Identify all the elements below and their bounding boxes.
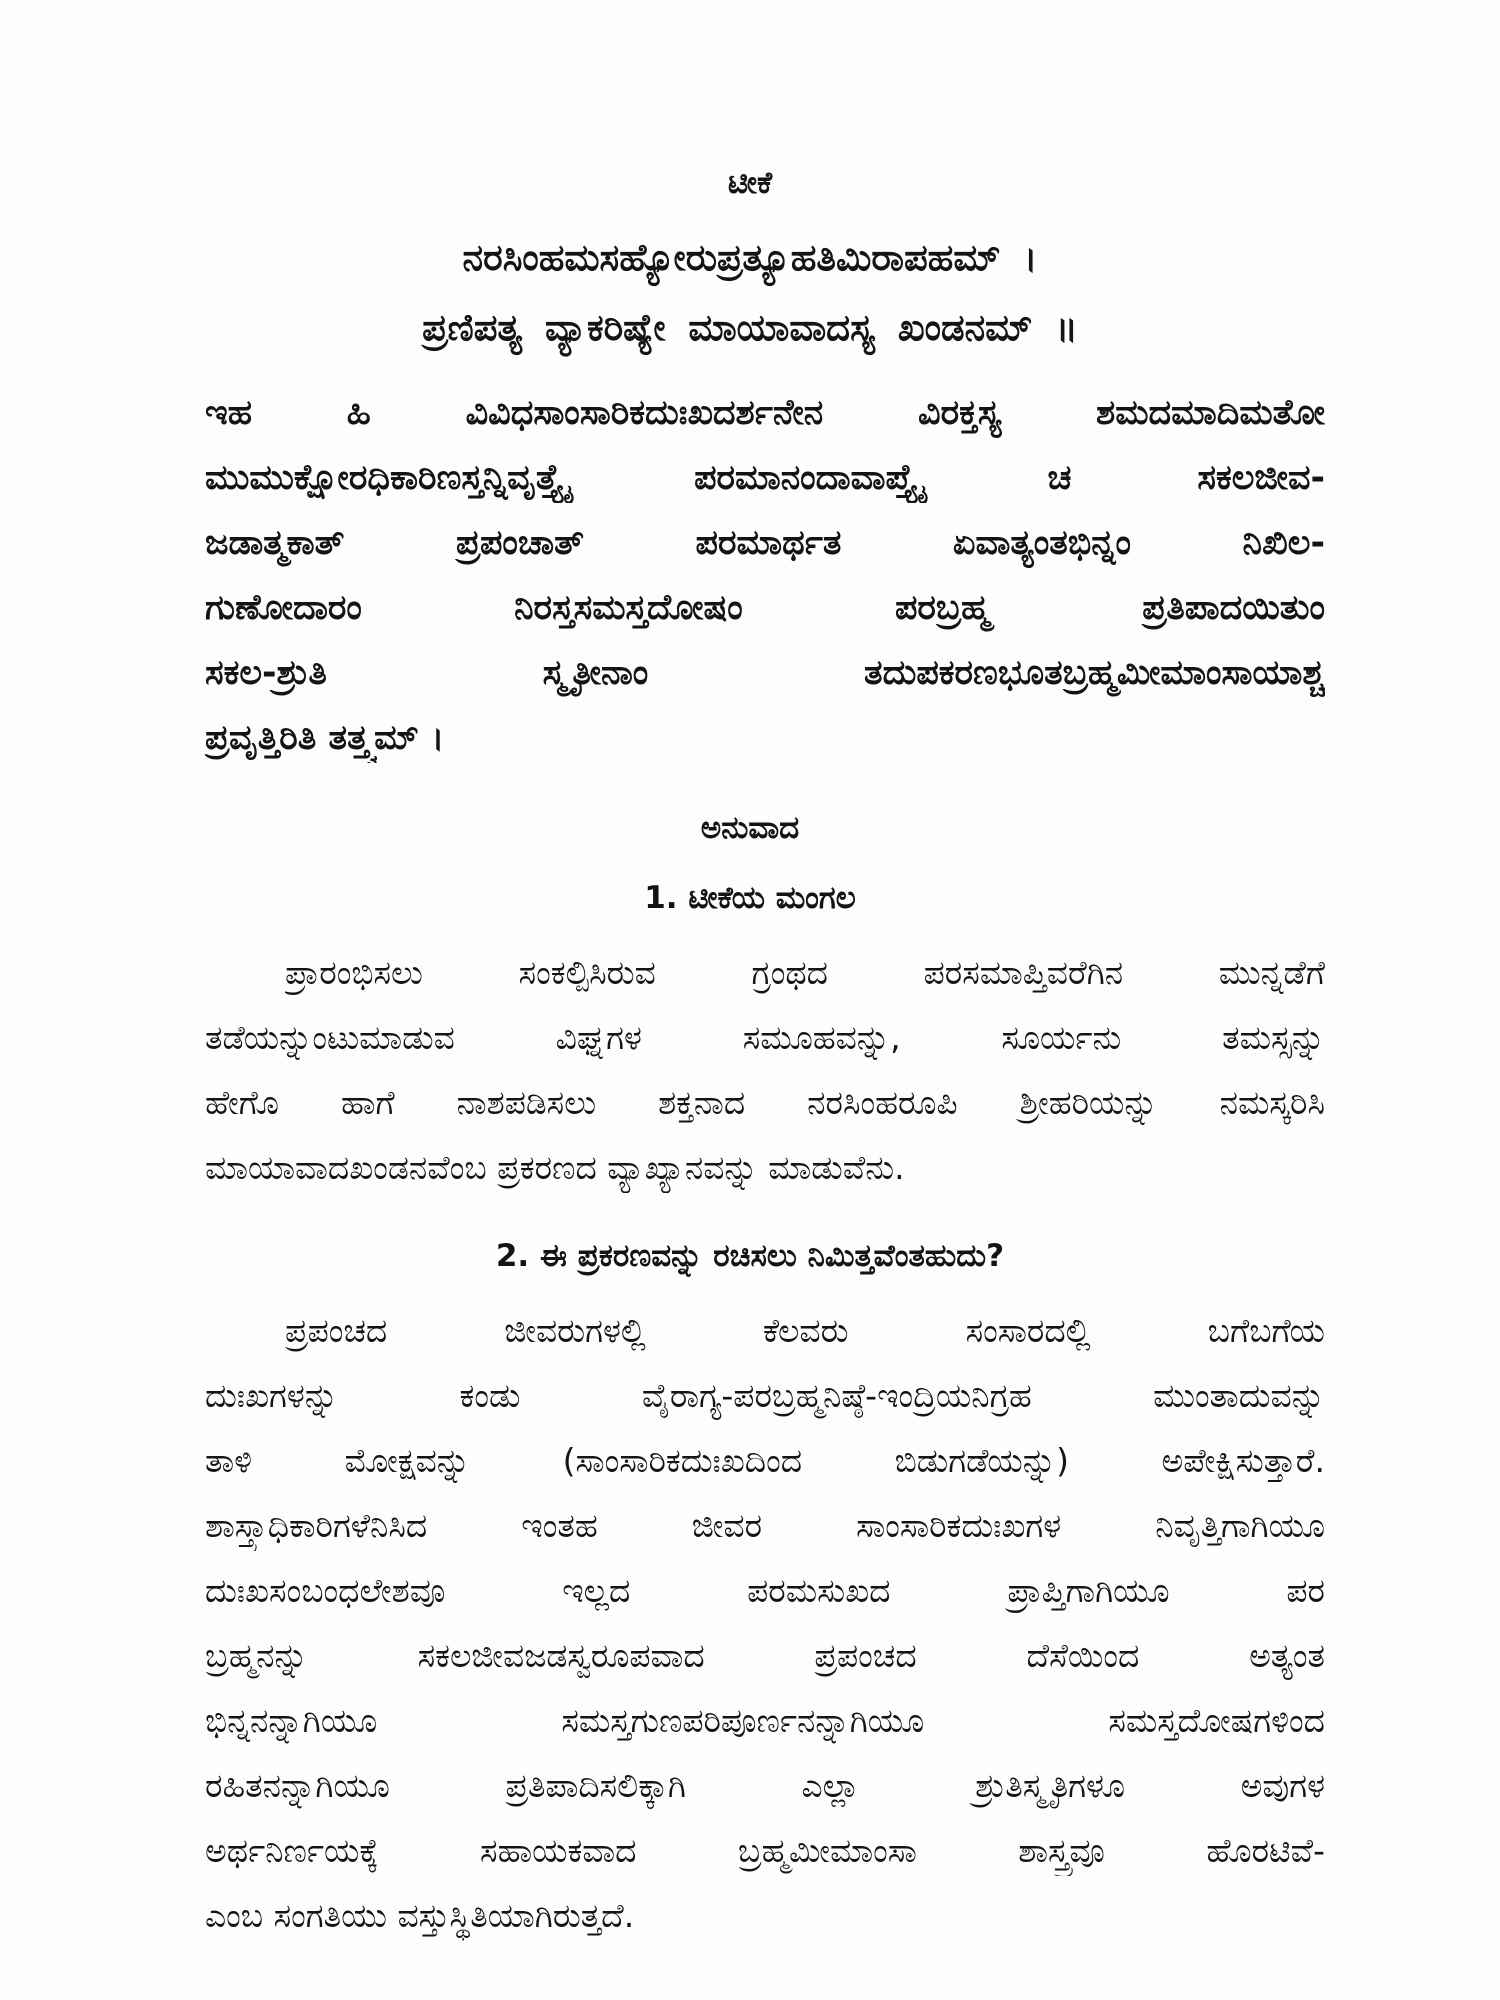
body-line: ಪ್ರಾರಂಭಿಸಲು ಸಂಕಲ್ಪಿಸಿರುವ ಗ್ರಂಥದ ಪರಸಮಾಪ್ತಿವರೆಗಿನ ಮುನ್ನಡೆಗೆ bbox=[285, 953, 1325, 992]
section-2-heading: 2. ಈ ಪ್ರಕರಣವನ್ನು ರಚಿಸಲು ನಿಮಿತ್ತವೆಂತಹುದು? bbox=[495, 1238, 1005, 1274]
commentary-line: ಮುಮುಕ್ಷೋರಧಿಕಾರಿಣಸ್ತನ್ನಿವೃತ್ತ್ಯೈ ಪರಮಾನಂದಾವಾಪ್ತ್ಯೈ ಚ ಸಕಲಜೀವ- bbox=[205, 458, 1325, 498]
body-line: ಎಂಬ ಸಂಗತಿಯು ವಸ್ತುಸ್ಥಿತಿಯಾಗಿರುತ್ತದೆ. bbox=[205, 1896, 635, 1935]
body-line: ಬ್ರಹ್ಮನನ್ನು ಸಕಲಜೀವಜಡಸ್ವರೂಪವಾದ ಪ್ರಪಂಚದ ದೆಸೆಯಿಂದ ಅತ್ಯಂತ bbox=[205, 1636, 1325, 1675]
commentary-line: ಸಕಲ-ಶ್ರುತಿ ಸ್ಮೃತೀನಾಂ ತದುಪಕರಣಭೂತಬ್ರಹ್ಮಮೀಮಾಂಸಾಯಾಶ್ಚ bbox=[205, 653, 1325, 693]
body-line: ದುಃಖಗಳನ್ನು ಕಂಡು ವೈರಾಗ್ಯ-ಪರಬ್ರಹ್ಮನಿಷ್ಠೆ-ಇಂದ್ರಿಯನಿಗ್ರಹ ಮುಂತಾದುವನ್ನು bbox=[205, 1376, 1325, 1415]
body-line: ತಾಳಿ ಮೋಕ್ಷವನ್ನು (ಸಾಂಸಾರಿಕದುಃಖದಿಂದ ಬಿಡುಗಡೆಯನ್ನು) ಅಪೇಕ್ಷಿಸುತ್ತಾರೆ. bbox=[205, 1441, 1325, 1480]
anuvada-heading: ಅನುವಾದ bbox=[700, 810, 800, 846]
commentary-line: ಪ್ರವೃತ್ತಿರಿತಿ ತತ್ತ್ವಮ್ । bbox=[205, 718, 445, 758]
body-line: ತಡೆಯನ್ನುಂಟುಮಾಡುವ ವಿಘ್ನಗಳ ಸಮೂಹವನ್ನು, ಸೂರ್ಯನು ತಮಸ್ಸನ್ನು bbox=[205, 1018, 1325, 1057]
commentary-line: ಇಹ ಹಿ ವಿವಿಧಸಾಂಸಾರಿಕದುಃಖದರ್ಶನೇನ ವಿರಕ್ತಸ್ಯ ಶಮದಮಾದಿಮತೋ bbox=[205, 393, 1325, 433]
body-line: ಹೇಗೊ ಹಾಗೆ ನಾಶಪಡಿಸಲು ಶಕ್ತನಾದ ನರಸಿಂಹರೂಪಿ ಶ್ರೀಹರಿಯನ್ನು ನಮಸ್ಕರಿಸಿ bbox=[205, 1083, 1325, 1122]
page-title: ಟೀಕೆ bbox=[727, 165, 773, 201]
body-line: ಶಾಸ್ತ್ರಾಧಿಕಾರಿಗಳೆನಿಸಿದ ಇಂತಹ ಜೀವರ ಸಾಂಸಾರಿಕದುಃಖಗಳ ನಿವೃತ್ತಿಗಾಗಿಯೂ bbox=[205, 1506, 1325, 1545]
section-1-heading: 1. ಟೀಕೆಯ ಮಂಗಲ bbox=[644, 880, 856, 916]
body-line: ದುಃಖಸಂಬಂಧಲೇಶವೂ ಇಲ್ಲದ ಪರಮಸುಖದ ಪ್ರಾಪ್ತಿಗಾಗಿಯೂ ಪರ bbox=[205, 1571, 1325, 1610]
commentary-line: ಜಡಾತ್ಮಕಾತ್ ಪ್ರಪಂಚಾತ್ ಪರಮಾರ್ಥತ ಏವಾತ್ಯಂತಭಿನ್ನಂ ನಿಖಿಲ- bbox=[205, 523, 1325, 563]
commentary-line: ಗುಣೋದಾರಂ ನಿರಸ್ತಸಮಸ್ತದೋಷಂ ಪರಬ್ರಹ್ಮ ಪ್ರತಿಪಾದಯಿತುಂ bbox=[205, 588, 1325, 628]
body-line: ಅರ್ಥನಿರ್ಣಯಕ್ಕೆ ಸಹಾಯಕವಾದ ಬ್ರಹ್ಮಮೀಮಾಂಸಾ ಶಾಸ್ತ್ರವೂ ಹೊರಟಿವೆ- bbox=[205, 1831, 1325, 1870]
verse-line: ನರಸಿಂಹಮಸಹ್ಯೋರುಪ್ರತ್ಯೂಹತಿಮಿರಾಪಹಮ್ । bbox=[462, 236, 1038, 279]
body-line: ಪ್ರಪಂಚದ ಜೀವರುಗಳಲ್ಲಿ ಕೆಲವರು ಸಂಸಾರದಲ್ಲಿ ಬಗೆಬಗೆಯ bbox=[285, 1311, 1325, 1350]
body-line: ರಹಿತನನ್ನಾಗಿಯೂ ಪ್ರತಿಪಾದಿಸಲಿಕ್ಕಾಗಿ ಎಲ್ಲಾ ಶ್ರುತಿಸ್ಮೃತಿಗಳೂ ಅವುಗಳ bbox=[205, 1766, 1325, 1805]
body-line: ಭಿನ್ನನನ್ನಾಗಿಯೂ ಸಮಸ್ತಗುಣಪರಿಪೂರ್ಣನನ್ನಾಗಿಯೂ ಸಮಸ್ತದೋಷಗಳಿಂದ bbox=[205, 1701, 1325, 1740]
verse-line: ಪ್ರಣಿಪತ್ಯ ವ್ಯಾಕರಿಷ್ಯೇ ಮಾಯಾವಾದಸ್ಯ ಖಂಡನಮ್ ॥ bbox=[422, 306, 1078, 349]
body-line: ಮಾಯಾವಾದಖಂಡನವೆಂಬ ಪ್ರಕರಣದ ವ್ಯಾಖ್ಯಾನವನ್ನು ಮಾಡುವೆನು. bbox=[205, 1148, 905, 1187]
